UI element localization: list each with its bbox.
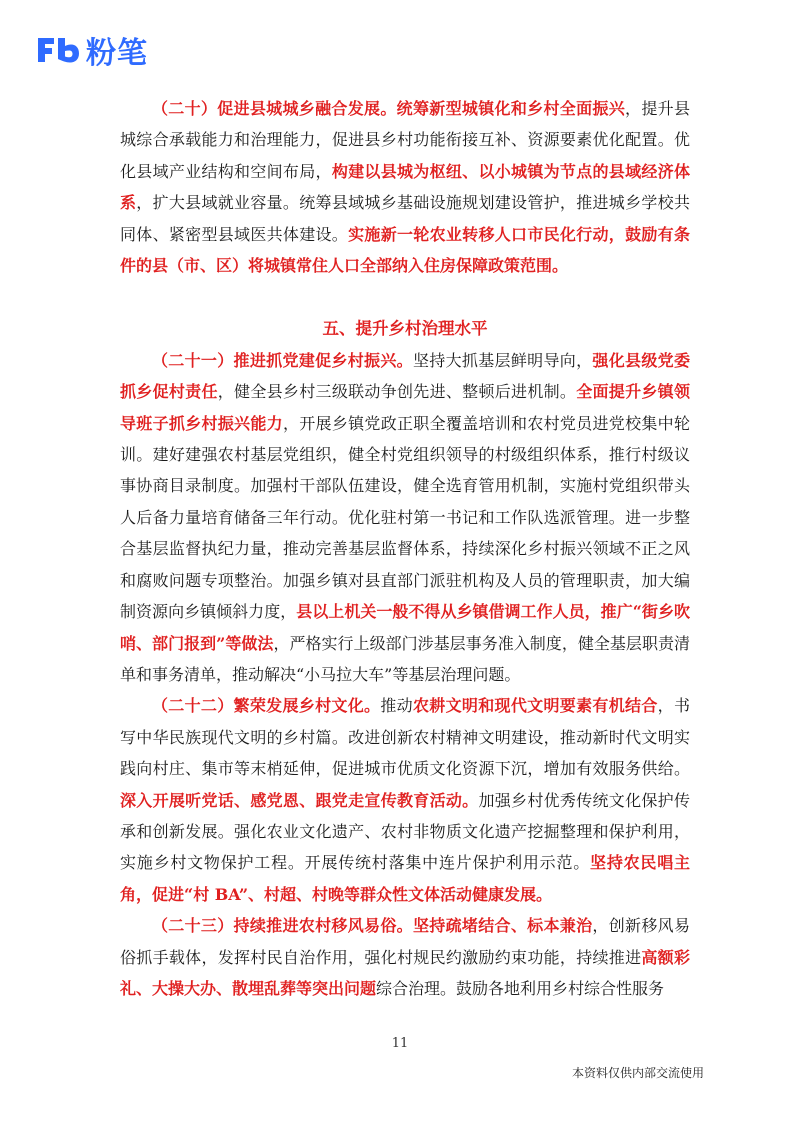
section-heading: 五、提升乡村治理水平 [322, 319, 488, 339]
body-text: ，开展乡镇党政正职全覆盖培训和农村党员进党校集中轮训。建好建强农村基层党组织，健全村党组织领导的村级组织体系，推行村级议事协商目录制度。加强村干部队伍建设，健全选育管用机制，实施村党组织带头人后备力量培育储备三年行动。优化驻村第一书记和工作队选派管理。进一步整合基层监督执纪力量，推动完善基层监督体系，持续深化乡村振兴领域不正之风和腐败问题专项整治。加强乡镇对县直部门派驻机构及人员的管理职责，加大编制资源向乡镇倾斜力度， [120, 413, 690, 622]
paragraph-section-23 [120, 910, 690, 1004]
highlight-text: 高额彩礼、大操大办、散埋乱葬等突出问题 [120, 947, 690, 998]
highlight-text: （二十三）持续推进农村移风易俗。坚持疏堵结合、标本兼治 [152, 916, 593, 936]
paragraph-section-20 [120, 93, 690, 281]
paragraph-section-21 [120, 345, 690, 690]
brand-logo [34, 30, 148, 70]
footer-note: 本资料仅供内部交流使用 [571, 1066, 704, 1080]
section-spacer [120, 281, 690, 313]
page-number: 11 [391, 1036, 409, 1051]
body-text: ，扩大县域就业容量。统筹县域城乡基础设施规划建设管护，推进城乡学校共同体、紧密型县域医共体建设。 [120, 193, 690, 244]
body-text: ，健全县乡村三级联动争创先进、整顿后进机制。 [217, 382, 577, 402]
paragraph-section-22 [120, 690, 690, 910]
body-text: ，提升县城综合承载能力和治理能力，促进县乡村功能衔接互补、资源要素优化配置。优化县域产业结构和空间布局， [120, 99, 690, 181]
highlight-text: 强化县级党委抓乡促村责任 [120, 350, 690, 402]
body-text: ，严格实行上级部门涉基层事务准入制度，健全基层职责清单和事务清单，推动解决“小马拉大车”等基层治理问题。 [120, 633, 690, 684]
highlight-text: （二十）促进县城城乡融合发展。统筹新型城镇化和乡村全面振兴 [152, 99, 626, 118]
highlight-text: 农耕文明和现代文明要素有机结合 [412, 696, 658, 716]
highlight-text: 实施新一轮农业转移人口市民化行动，鼓励有条件的县（市、区）将城镇常住人口全部纳入住房保障政策范围。 [120, 224, 690, 276]
document-body [120, 93, 690, 1004]
fb-logo-icon [34, 34, 82, 66]
highlight-text: （二十一）推进抓党建促乡村振兴。 [152, 350, 413, 370]
body-text: 推动 [380, 696, 413, 716]
highlight-text: 全面提升乡镇领导班子抓乡村振兴能力 [120, 382, 690, 433]
highlight-text: 县以上机关一般不得从乡镇借调工作人员，推广“街乡吹哨、部门报到”等做法 [120, 602, 690, 653]
body-text: ，书写中华民族现代文明的乡村篇。改进创新农村精神文明建设，推动新时代文明实践向村庄、集市等末梢延伸，促进城市优质文化资源下沉，增加有效服务供给。 [120, 696, 690, 779]
highlight-text: 坚持农民唱主角，促进“村 BA”、村超、村晚等群众性文体活动健康发展。 [120, 853, 690, 904]
body-text: 加强乡村优秀传统文化保护传承和创新发展。强化农业文化遗产、农村非物质文化遗产挖掘整理和保护利用，实施乡村文物保护工程。开展传统村落集中连片保护利用示范。 [120, 790, 690, 873]
highlight-text: （二十二）繁荣发展乡村文化。 [152, 696, 381, 716]
highlight-text: 深入开展听党话、感党恩、跟党走宣传教育活动。 [120, 790, 479, 810]
body-text: 坚持大抓基层鲜明导向， [412, 350, 593, 370]
brand-name: 粉笔 [86, 36, 148, 71]
highlight-text: 构建以县城为枢纽、以小城镇为节点的县域经济体系 [120, 161, 690, 213]
body-text: ，创新移风易俗抓手载体，发挥村民自治作用，强化村规民约激励约束功能，持续推进 [120, 916, 690, 967]
body-text: 综合治理。鼓励各地利用乡村综合性服务 [376, 978, 665, 998]
